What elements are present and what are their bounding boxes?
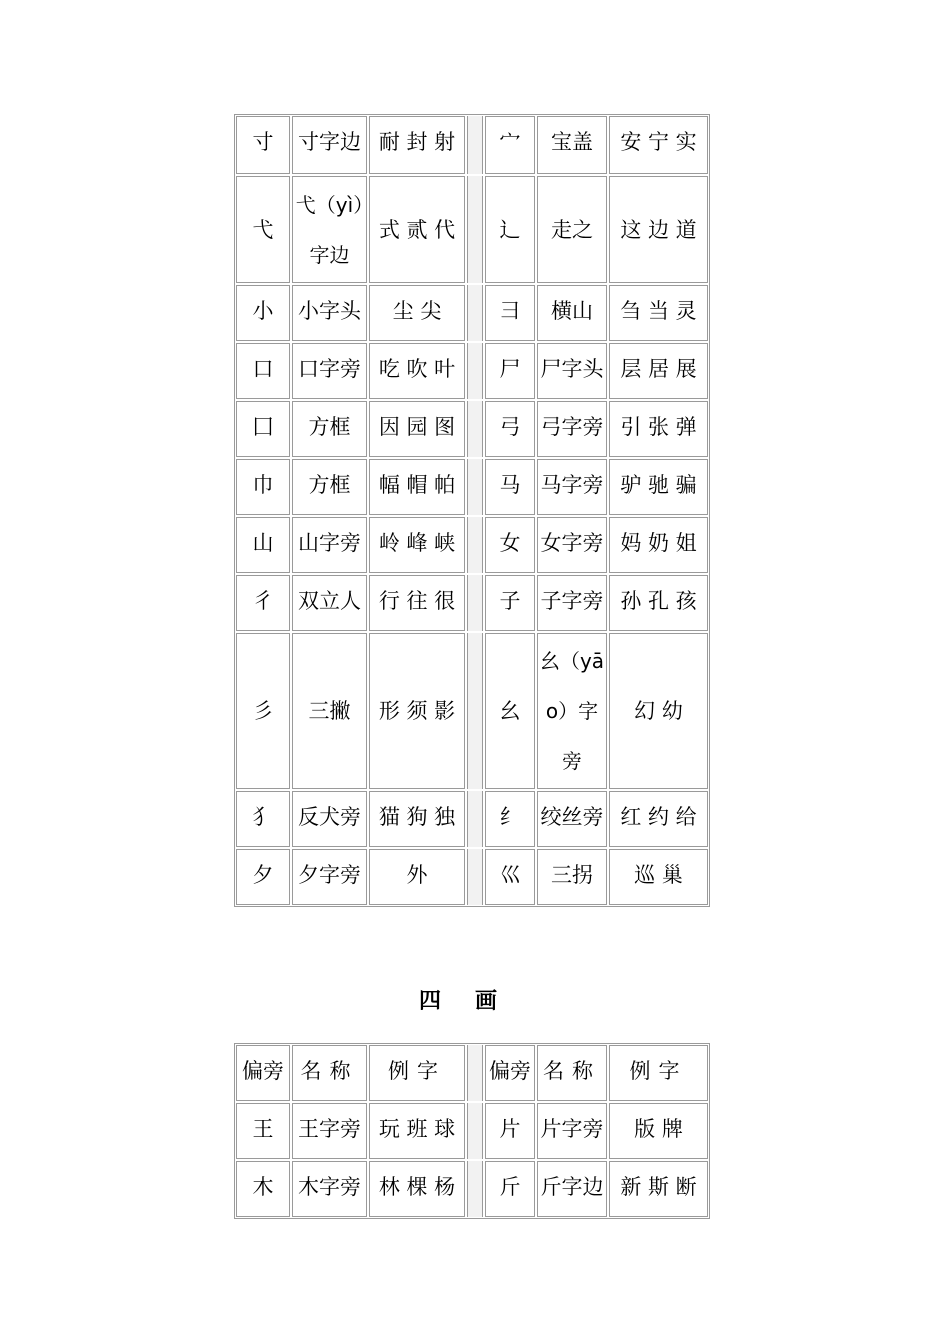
radical-cell: 小 [236, 285, 290, 341]
column-header-name: 名称 [292, 1045, 367, 1101]
example-chars-cell: 刍 当 灵 [609, 285, 708, 341]
example-chars-cell: 因 园 图 [369, 401, 465, 457]
radical-cell: 片 [485, 1103, 535, 1159]
radical-cell: 寸 [236, 116, 290, 174]
radical-name-cell: 反犬旁 [292, 791, 367, 847]
example-chars-cell: 版 牌 [609, 1103, 708, 1159]
table-row [235, 115, 709, 175]
column-divider [467, 849, 483, 905]
example-chars-cell: 这 边 道 [609, 176, 708, 283]
radical-cell: 巾 [236, 459, 290, 515]
example-chars-cell: 式 贰 代 [369, 176, 465, 283]
column-header-radical: 偏旁 [485, 1045, 535, 1101]
radical-cell: 马 [485, 459, 535, 515]
example-chars-cell: 玩 班 球 [369, 1103, 465, 1159]
radical-name-cell: 女字旁 [537, 517, 607, 573]
radicals-table-2 [234, 1043, 710, 1219]
radical-cell: 口 [236, 343, 290, 399]
example-chars-cell: 尘 尖 [369, 285, 465, 341]
example-chars-cell: 林 棵 杨 [369, 1161, 465, 1217]
column-header-name: 名称 [537, 1045, 607, 1101]
table-row [235, 175, 709, 284]
table-row [235, 790, 709, 848]
column-divider [467, 1103, 483, 1159]
radical-name-cell: 弋（yì）字边 [292, 176, 367, 283]
radical-name-cell: 走之 [537, 176, 607, 283]
example-chars-cell: 引 张 弹 [609, 401, 708, 457]
example-chars-cell: 层 居 展 [609, 343, 708, 399]
table-row [235, 342, 709, 400]
radical-cell: 斤 [485, 1161, 535, 1217]
radical-cell: 彡 [236, 633, 290, 789]
radical-name-cell: 三拐 [537, 849, 607, 905]
example-chars-cell: 猫 狗 独 [369, 791, 465, 847]
radical-cell: 彳 [236, 575, 290, 631]
example-chars-cell: 安 宁 实 [609, 116, 708, 174]
radical-cell: 巛 [485, 849, 535, 905]
column-divider [467, 633, 483, 789]
radical-name-cell: 寸字边 [292, 116, 367, 174]
radical-name-cell: 三撇 [292, 633, 367, 789]
table-row [235, 284, 709, 342]
radical-cell: 木 [236, 1161, 290, 1217]
radical-cell: 夕 [236, 849, 290, 905]
radical-name-cell: 弓字旁 [537, 401, 607, 457]
example-chars-cell: 新 斯 断 [609, 1161, 708, 1217]
radical-name-cell: 方框 [292, 401, 367, 457]
radical-cell: 囗 [236, 401, 290, 457]
radical-cell: 子 [485, 575, 535, 631]
radical-cell: 山 [236, 517, 290, 573]
radical-name-cell: 夕字旁 [292, 849, 367, 905]
radical-name-cell: 口字旁 [292, 343, 367, 399]
section-heading: 四画 [418, 988, 531, 1014]
example-chars-cell: 行 往 很 [369, 575, 465, 631]
radical-name-cell: 斤字边 [537, 1161, 607, 1217]
radical-cell: 弋 [236, 176, 290, 283]
example-chars-cell: 形 须 影 [369, 633, 465, 789]
example-chars-cell: 红 约 给 [609, 791, 708, 847]
radical-cell: 纟 [485, 791, 535, 847]
example-chars-cell: 岭 峰 峡 [369, 517, 465, 573]
radical-name-cell: 幺（yāo）字旁 [537, 633, 607, 789]
table-row [235, 848, 709, 906]
radical-cell: 宀 [485, 116, 535, 174]
example-chars-cell: 幻 幼 [609, 633, 708, 789]
radical-cell: 犭 [236, 791, 290, 847]
radical-name-cell: 双立人 [292, 575, 367, 631]
radical-name-cell: 子字旁 [537, 575, 607, 631]
radicals-table-1 [234, 114, 710, 907]
radical-name-cell: 方框 [292, 459, 367, 515]
radical-name-cell: 王字旁 [292, 1103, 367, 1159]
table-row [235, 632, 709, 790]
example-chars-cell: 驴 驰 骗 [609, 459, 708, 515]
example-chars-cell: 耐 封 射 [369, 116, 465, 174]
radical-name-cell: 横山 [537, 285, 607, 341]
radical-name-cell: 片字旁 [537, 1103, 607, 1159]
column-header-examples: 例字 [369, 1045, 465, 1101]
example-chars-cell: 幅 帽 帕 [369, 459, 465, 515]
radical-cell: 女 [485, 517, 535, 573]
column-divider [467, 791, 483, 847]
radical-name-cell: 马字旁 [537, 459, 607, 515]
radical-name-cell: 小字头 [292, 285, 367, 341]
radical-cell: 弓 [485, 401, 535, 457]
example-chars-cell: 妈 奶 姐 [609, 517, 708, 573]
example-chars-cell: 巡 巢 [609, 849, 708, 905]
radical-name-cell: 宝盖 [537, 116, 607, 174]
radical-name-cell: 山字旁 [292, 517, 367, 573]
table-row [235, 574, 709, 632]
column-divider [467, 343, 483, 399]
column-divider [467, 1045, 483, 1101]
example-chars-cell: 吃 吹 叶 [369, 343, 465, 399]
table-row [235, 516, 709, 574]
table-row [235, 400, 709, 458]
column-divider [467, 116, 483, 174]
column-divider [467, 1161, 483, 1217]
column-divider [467, 459, 483, 515]
radical-cell: 王 [236, 1103, 290, 1159]
column-divider [467, 285, 483, 341]
column-header-examples: 例字 [609, 1045, 708, 1101]
radical-cell: 幺 [485, 633, 535, 789]
radical-cell: 尸 [485, 343, 535, 399]
column-divider [467, 575, 483, 631]
column-divider [467, 517, 483, 573]
radical-name-cell: 木字旁 [292, 1161, 367, 1217]
table-row [235, 1160, 709, 1218]
column-divider [467, 176, 483, 283]
example-chars-cell: 外 [369, 849, 465, 905]
radical-cell: 辶 [485, 176, 535, 283]
radical-name-cell: 尸字头 [537, 343, 607, 399]
column-header-radical: 偏旁 [236, 1045, 290, 1101]
table-row [235, 1102, 709, 1160]
radical-cell: 彐 [485, 285, 535, 341]
radical-name-cell: 绞丝旁 [537, 791, 607, 847]
example-chars-cell: 孙 孔 孩 [609, 575, 708, 631]
table-header-row [235, 1044, 709, 1102]
table-row [235, 458, 709, 516]
column-divider [467, 401, 483, 457]
